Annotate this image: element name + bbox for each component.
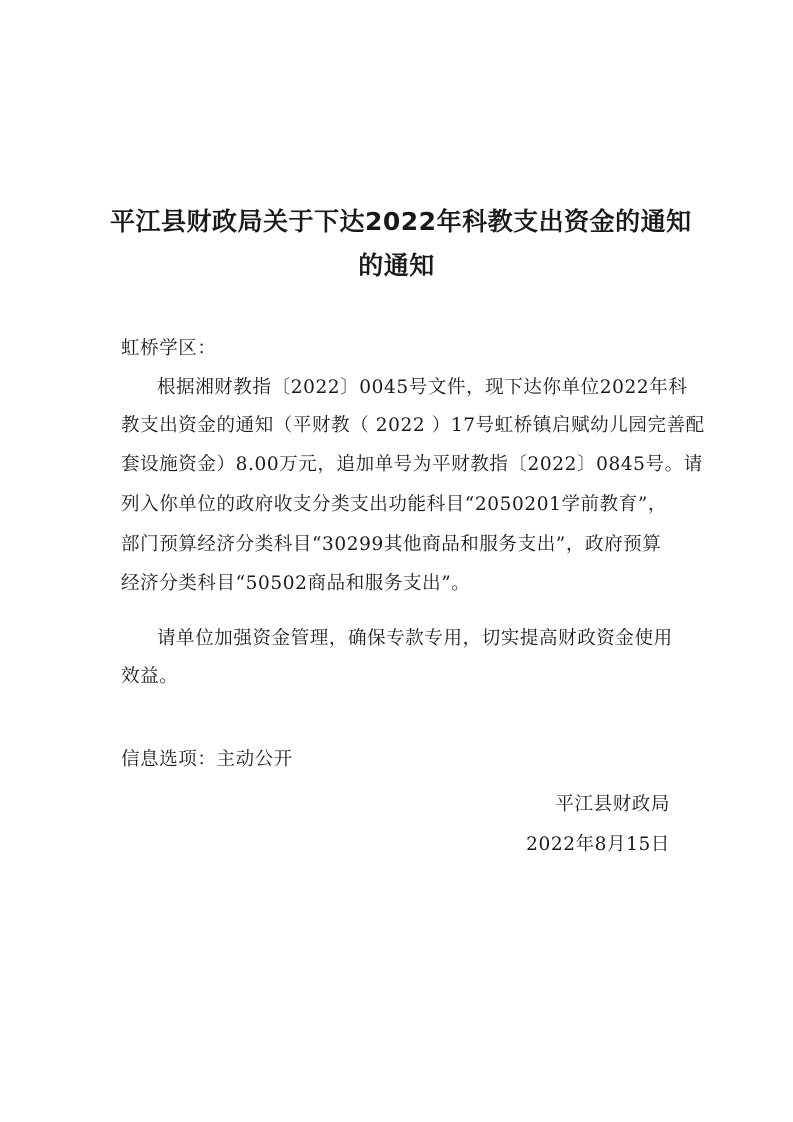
document-title-line-2: 的通知 <box>358 251 435 280</box>
issuer-signature: 平江县财政局 <box>555 794 670 815</box>
issue-date: 2022年8月15日 <box>526 834 670 855</box>
paragraph-1-line-6: 经济分类科目“50502商品和服务支出”。 <box>121 573 471 594</box>
salutation: 虹桥学区： <box>121 338 217 359</box>
paragraph-2-line-1: 请单位加强资金管理，确保专款专用，切实提高财政资金使用 <box>157 628 673 649</box>
paragraph-2-line-2: 效益。 <box>121 666 179 687</box>
paragraph-1-line-5: 部门预算经济分类科目“30299其他商品和服务支出”，政府预算 <box>121 534 662 555</box>
paragraph-1-line-1: 根据湘财教指〔2022〕0045号文件，现下达你单位2022年科 <box>157 377 688 398</box>
paragraph-1-line-4: 列入你单位的政府收支分类支出功能科目“2050201学前教育”， <box>121 494 668 515</box>
paragraph-1-line-3: 套设施资金）8.00万元，追加单号为平财教指〔2022〕0845号。请 <box>121 454 703 475</box>
document-title-line-1: 平江县财政局关于下达2022年科教支出资金的通知 <box>110 207 692 236</box>
paragraph-1-line-2: 教支出资金的通知（平财教（ 2022 ）17号虹桥镇启赋幼儿园完善配 <box>121 415 705 436</box>
disclosure-option: 信息选项：主动公开 <box>121 749 293 770</box>
